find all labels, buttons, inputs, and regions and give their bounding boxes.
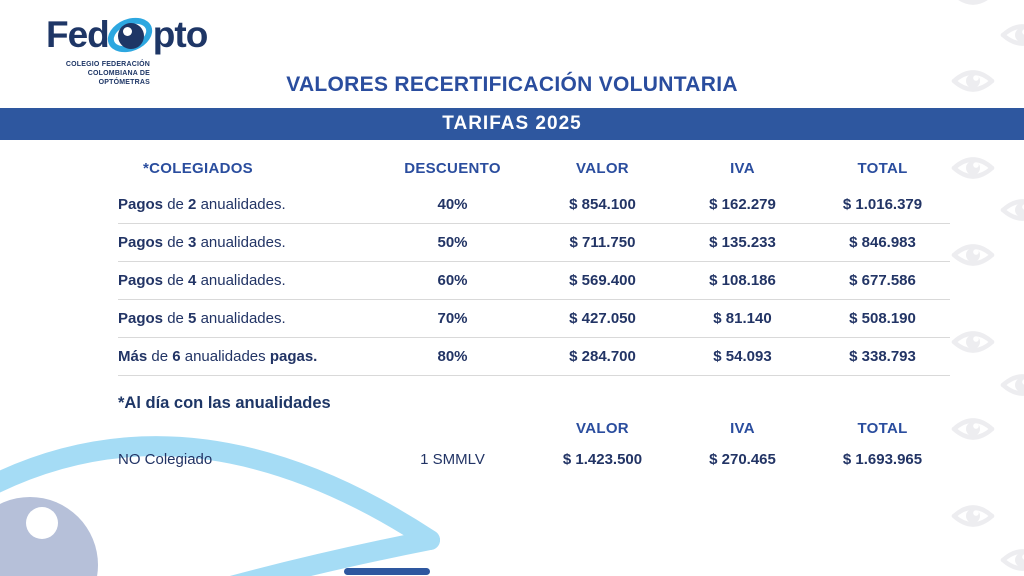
row-iva: $ 270.465: [709, 450, 776, 468]
row-iva: $ 162.279: [709, 196, 776, 213]
table-row: [118, 186, 950, 224]
table-row: [118, 338, 950, 376]
row-valor: $ 284.700: [569, 348, 636, 365]
fedopto-wordmark: [46, 12, 207, 58]
wordmark-prefix: Fed: [46, 14, 109, 55]
row-descuento: 50%: [437, 234, 468, 251]
column-header-total: TOTAL: [857, 159, 908, 177]
row-descuento: 1 SMMLV: [420, 450, 485, 468]
row-valor: $ 1.423.500: [562, 450, 643, 468]
column-header-valor: VALOR: [576, 159, 629, 177]
tarifas-banner-label: TARIFAS 2025: [442, 113, 582, 134]
row-valor: $ 427.050: [569, 310, 636, 327]
column-header-iva: IVA: [730, 159, 755, 177]
row-valor: $ 569.400: [569, 272, 636, 289]
row-descuento: 80%: [437, 348, 468, 365]
eye-watermark-icon: [1000, 20, 1024, 55]
row-valor: $ 711.750: [569, 234, 636, 251]
table-row: [118, 224, 950, 262]
eye-watermark-icon: [951, 153, 995, 188]
eye-watermark-icon: [1000, 195, 1024, 230]
no-colegiado-row: [118, 446, 950, 472]
eye-watermark-icon: [951, 414, 995, 449]
row-total: $ 1.016.379: [842, 196, 923, 213]
eye-watermark-icon: [1000, 545, 1024, 576]
secondary-header-valor: VALOR: [576, 419, 629, 437]
row-iva: $ 108.186: [709, 272, 776, 289]
table-body: [118, 186, 950, 376]
eye-watermark-icon: [951, 240, 995, 275]
bottom-accent-bar: [344, 568, 430, 575]
secondary-header-row: [118, 416, 950, 440]
page-title: VALORES RECERTIFICACIÓN VOLUNTARIA: [286, 73, 738, 96]
eye-watermark-icon: [1000, 370, 1024, 405]
eye-watermark-icon: [951, 501, 995, 536]
eye-glint: [123, 27, 132, 36]
eye-pupil: [118, 23, 144, 49]
row-label: Pagos de 3 anualidades.: [118, 234, 286, 251]
row-descuento: 70%: [437, 310, 468, 327]
row-label: Más de 6 anualidades pagas.: [118, 348, 318, 365]
row-iva: $ 135.233: [709, 234, 776, 251]
table-row: [118, 300, 950, 338]
row-total: $ 846.983: [849, 234, 916, 251]
tarifas-banner: [0, 108, 1024, 140]
table-row: [118, 262, 950, 300]
row-iva: $ 81.140: [713, 310, 772, 327]
column-header-colegiados: *COLEGIADOS: [143, 159, 253, 177]
logo-subtitle-line2: COLOMBIANA DE OPTÓMETRAS: [87, 70, 150, 86]
footnote: *Al día con las anualidades: [118, 394, 331, 412]
row-total: $ 508.190: [849, 310, 916, 327]
row-label: Pagos de 2 anualidades.: [118, 196, 286, 213]
no-colegiado-table: [118, 416, 950, 472]
secondary-header-iva: IVA: [730, 419, 755, 437]
row-descuento: 60%: [437, 272, 468, 289]
row-label: Pagos de 4 anualidades.: [118, 272, 286, 289]
row-iva: $ 54.093: [713, 348, 772, 365]
wordmark-suffix: pto: [152, 14, 208, 55]
tarifas-table: [118, 150, 950, 376]
logo-eye-icon: [110, 14, 152, 56]
row-label: Pagos de 5 anualidades.: [118, 310, 286, 327]
table-header-row: [118, 150, 950, 186]
eye-watermark-icon: [951, 0, 995, 14]
row-total: $ 1.693.965: [842, 450, 923, 468]
secondary-header-total: TOTAL: [857, 419, 908, 437]
logo-subtitle-line1: COLEGIO FEDERACIÓN: [65, 61, 150, 68]
column-header-descuento: DESCUENTO: [404, 159, 501, 177]
row-total: $ 677.586: [849, 272, 916, 289]
row-total: $ 338.793: [849, 348, 916, 365]
eye-watermark-icon: [951, 327, 995, 362]
row-label: NO Colegiado: [118, 450, 213, 468]
row-descuento: 40%: [437, 196, 468, 213]
row-valor: $ 854.100: [569, 196, 636, 213]
